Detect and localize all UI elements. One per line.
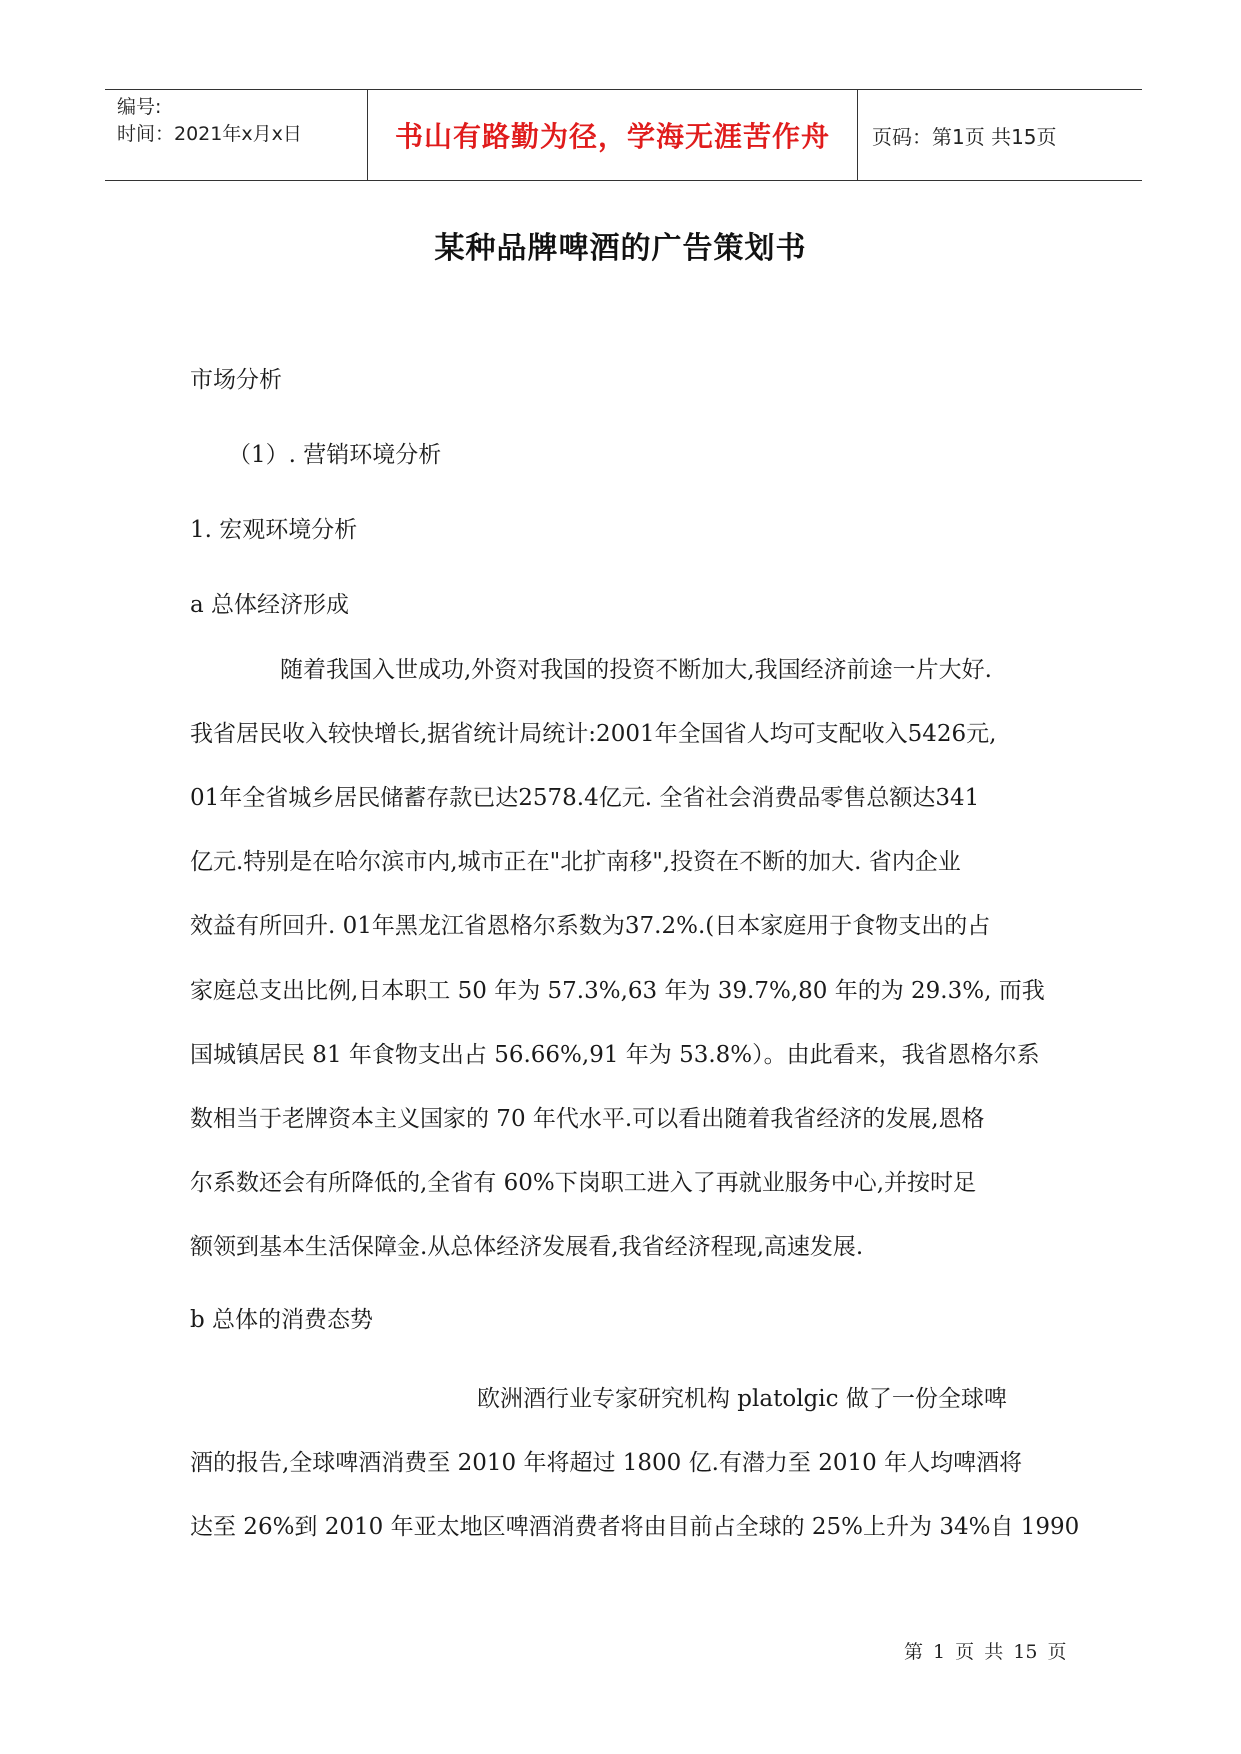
paragraph-line: 欧洲酒行业专家研究机构 platolgic 做了一份全球啤	[477, 1386, 1007, 1412]
subsection-heading: （1）. 营销环境分析	[228, 442, 442, 468]
header-page-info: 页码：第1页 共15页	[872, 124, 1057, 149]
header-motto: 书山有路勤为径，学海无涯苦作舟	[368, 90, 858, 180]
page-footer: 第 1 页 共 15 页	[904, 1641, 1067, 1663]
paragraph-line: 额领到基本生活保障金.从总体经济发展看,我省经济程现,高速发展.	[190, 1234, 864, 1260]
paragraph-line: 家庭总支出比例,日本职工 50 年为 57.3%,63 年为 39.7%,80 年的为 29.3%, 而我	[190, 978, 1045, 1004]
page-header	[105, 89, 1142, 181]
paragraph-line: 亿元.特别是在哈尔滨市内,城市正在"北扩南移",投资在不断的加大. 省内企业	[190, 849, 961, 875]
document-time: 时间：2021年x月x日	[117, 123, 302, 145]
heading-economy: a 总体经济形成	[190, 592, 350, 618]
paragraph-line: 随着我国入世成功,外资对我国的投资不断加大,我国经济前途一片大好.	[280, 657, 992, 683]
paragraph-line: 国城镇居民 81 年食物支出占 56.66%,91 年为 53.8%）。由此看来，我省恩格尔系	[190, 1042, 1040, 1068]
header-meta	[105, 90, 368, 180]
paragraph-line: 我省居民收入较快增长,据省统计局统计:2001年全国省人均可支配收入5426元,	[190, 721, 997, 747]
paragraph-line: 酒的报告,全球啤酒消费至 2010 年将超过 1800 亿.有潜力至 2010 年人均啤酒将	[190, 1450, 1023, 1476]
paragraph-line: 数相当于老牌资本主义国家的 70 年代水平.可以看出随着我省经济的发展,恩格	[190, 1106, 985, 1132]
paragraph-line: 01年全省城乡居民储蓄存款已达2578.4亿元. 全省社会消费品零售总额达341	[190, 785, 980, 811]
paragraph-line: 尔系数还会有所降低的,全省有 60%下岗职工进入了再就业服务中心,并按时足	[190, 1170, 977, 1196]
heading-macro-environment: 1. 宏观环境分析	[190, 517, 358, 543]
document-title: 某种品牌啤酒的广告策划书	[434, 231, 807, 266]
heading-consumption: b 总体的消费态势	[190, 1307, 374, 1333]
section-heading: 市场分析	[190, 367, 282, 393]
document-number: 编号:	[117, 96, 162, 118]
paragraph-line: 效益有所回升. 01年黑龙江省恩格尔系数为37.2%.(日本家庭用于食物支出的占	[190, 913, 991, 939]
paragraph-line: 达至 26%到 2010 年亚太地区啤酒消费者将由目前占全球的 25%上升为 34%自 1990	[190, 1514, 1080, 1540]
